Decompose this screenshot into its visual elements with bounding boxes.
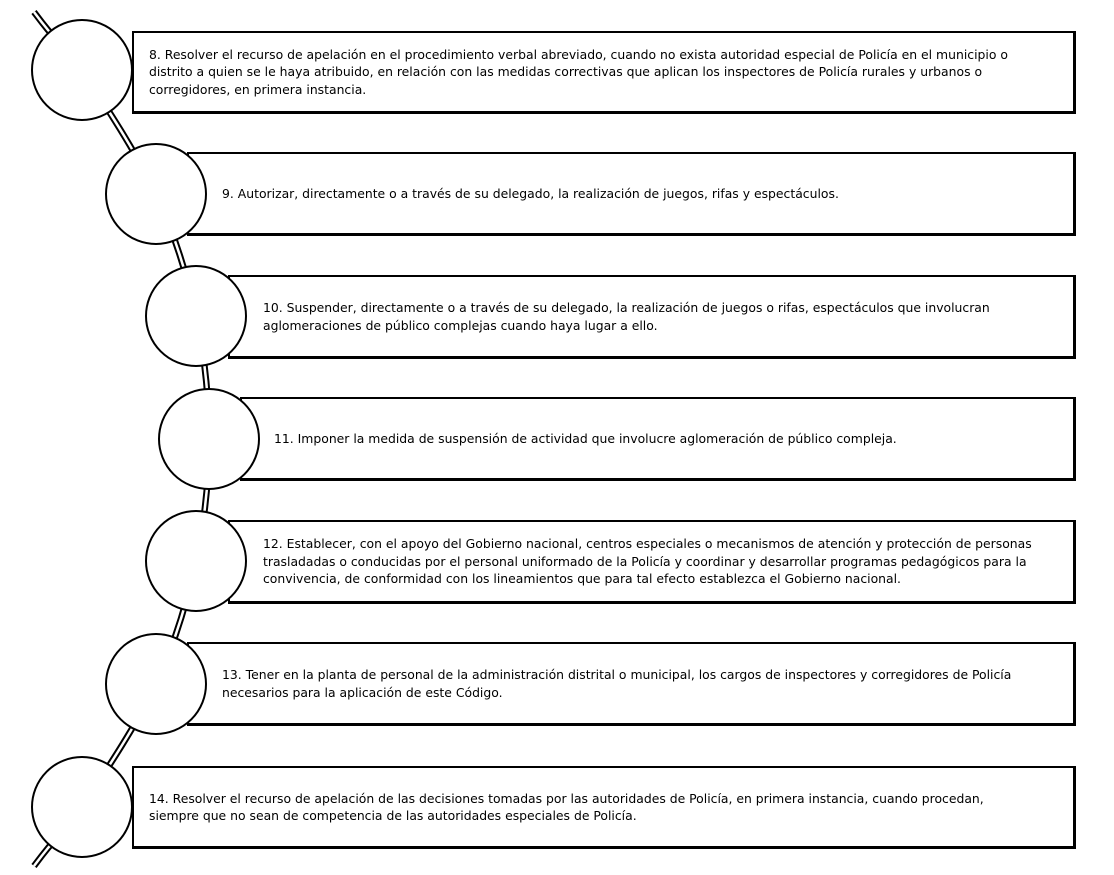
item-text-12: 12. Establecer, con el apoyo del Gobierno nacional, centros especiales o mecanismos de atención y protección de personas trasladadas o conducidas por el personal uniformado de la Policía y coordinar y desarrollar programas pedagógicos para la convivencia, de conformidad con los lineamientos que para tal efecto establezca el Gobierno nacional. (263, 536, 1032, 587)
item-box-11 (240, 397, 1076, 481)
item-text-9: 9. Autorizar, directamente o a través de su delegado, la realización de juegos, rifas y espectáculos. (222, 185, 839, 201)
node-circle-9 (105, 143, 207, 245)
node-circle-10 (145, 265, 247, 367)
item-text-14: 14. Resolver el recurso de apelación de las decisiones tomadas por las autoridades de Policía, en primera instancia, cuando procedan, siempre que no sean de competencia de las autoridades especiales de Policía. (149, 790, 984, 823)
item-box-10 (228, 275, 1076, 359)
node-circle-12 (145, 510, 247, 612)
item-box-13 (187, 642, 1076, 726)
item-text-13: 13. Tener en la planta de personal de la administración distrital o municipal, los cargos de inspectores y corregidores de Policía necesarios para la aplicación de este Código. (222, 667, 1012, 700)
item-box-8 (132, 31, 1076, 114)
item-text-10: 10. Suspender, directamente o a través de su delegado, la realización de juegos o rifas, espectáculos que involucran aglomeraciones de público complejas cuando haya lugar a ello. (263, 300, 990, 333)
node-circle-13 (105, 633, 207, 735)
item-box-14 (132, 766, 1076, 849)
item-box-9 (187, 152, 1076, 236)
item-box-12 (228, 520, 1076, 604)
node-circle-8 (31, 19, 133, 121)
item-text-8: 8. Resolver el recurso de apelación en el procedimiento verbal abreviado, cuando no exista autoridad especial de Policía en el municipio o distrito a quien se le haya atribuido, en relación con las medidas correctivas que aplican los inspectores de Policía rurales y urbanos o corregidores, en primera instancia. (149, 46, 1008, 97)
node-circle-14 (31, 756, 133, 858)
node-circle-11 (158, 388, 260, 490)
item-text-11: 11. Imponer la medida de suspensión de actividad que involucre aglomeración de público compleja. (274, 430, 897, 446)
